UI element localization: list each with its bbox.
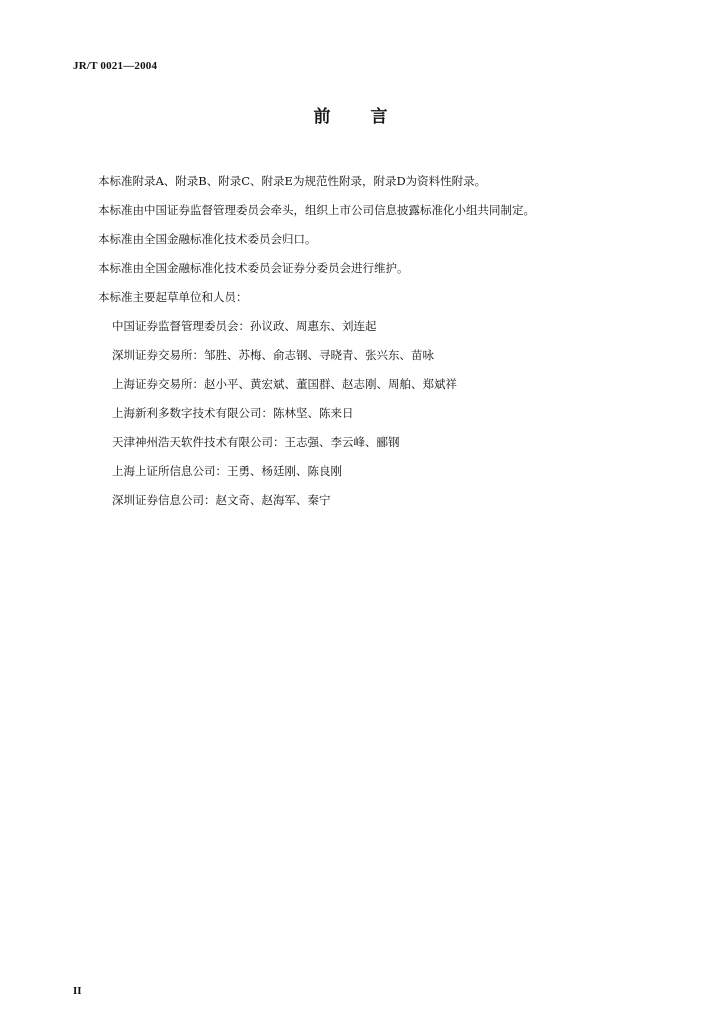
drafter-list-item: 上海证券交易所：赵小平、黄宏斌、董国群、赵志刚、周舶、郑斌祥: [112, 377, 457, 391]
drafter-list-item: 深圳证券信息公司：赵文奇、赵海军、秦宁: [112, 493, 331, 507]
paragraph-appendix-note: 本标准附录A、附录B、附录C、附录E为规范性附录，附录D为资料性附录。: [98, 174, 487, 188]
drafter-list-item: 上海上证所信息公司：王勇、杨廷刚、陈良刚: [112, 464, 342, 478]
document-code: JR/T 0021—2004: [73, 60, 158, 72]
page-number: II: [73, 985, 82, 997]
paragraph-maintained-by: 本标准由全国金融标准化技术委员会证券分委员会进行维护。: [98, 261, 409, 275]
drafter-list-item: 中国证券监督管理委员会：孙议政、周惠东、刘连起: [112, 319, 377, 333]
drafter-list-item: 天津神州浩天软件技术有限公司：王志强、李云峰、郦钢: [112, 435, 400, 449]
foreword-body: [98, 173, 638, 521]
paragraph-centralized-by: 本标准由全国金融标准化技术委员会归口。: [98, 232, 317, 246]
drafter-list: [112, 318, 638, 508]
page-title: [0, 102, 701, 127]
drafter-list-item: 深圳证券交易所：邹胜、苏梅、俞志钢、寻晓青、张兴东、苗咏: [112, 348, 434, 362]
paragraph-lead-organization: 本标准由中国证券监督管理委员会牵头，组织上市公司信息披露标准化小组共同制定。: [98, 203, 535, 217]
title-char-2: 言: [370, 107, 388, 127]
drafter-list-item: 上海新利多数字技术有限公司：陈林坚、陈来日: [112, 406, 354, 420]
paragraph-drafters-intro: 本标准主要起草单位和人员：: [98, 290, 248, 304]
title-char-1: 前: [313, 107, 331, 127]
